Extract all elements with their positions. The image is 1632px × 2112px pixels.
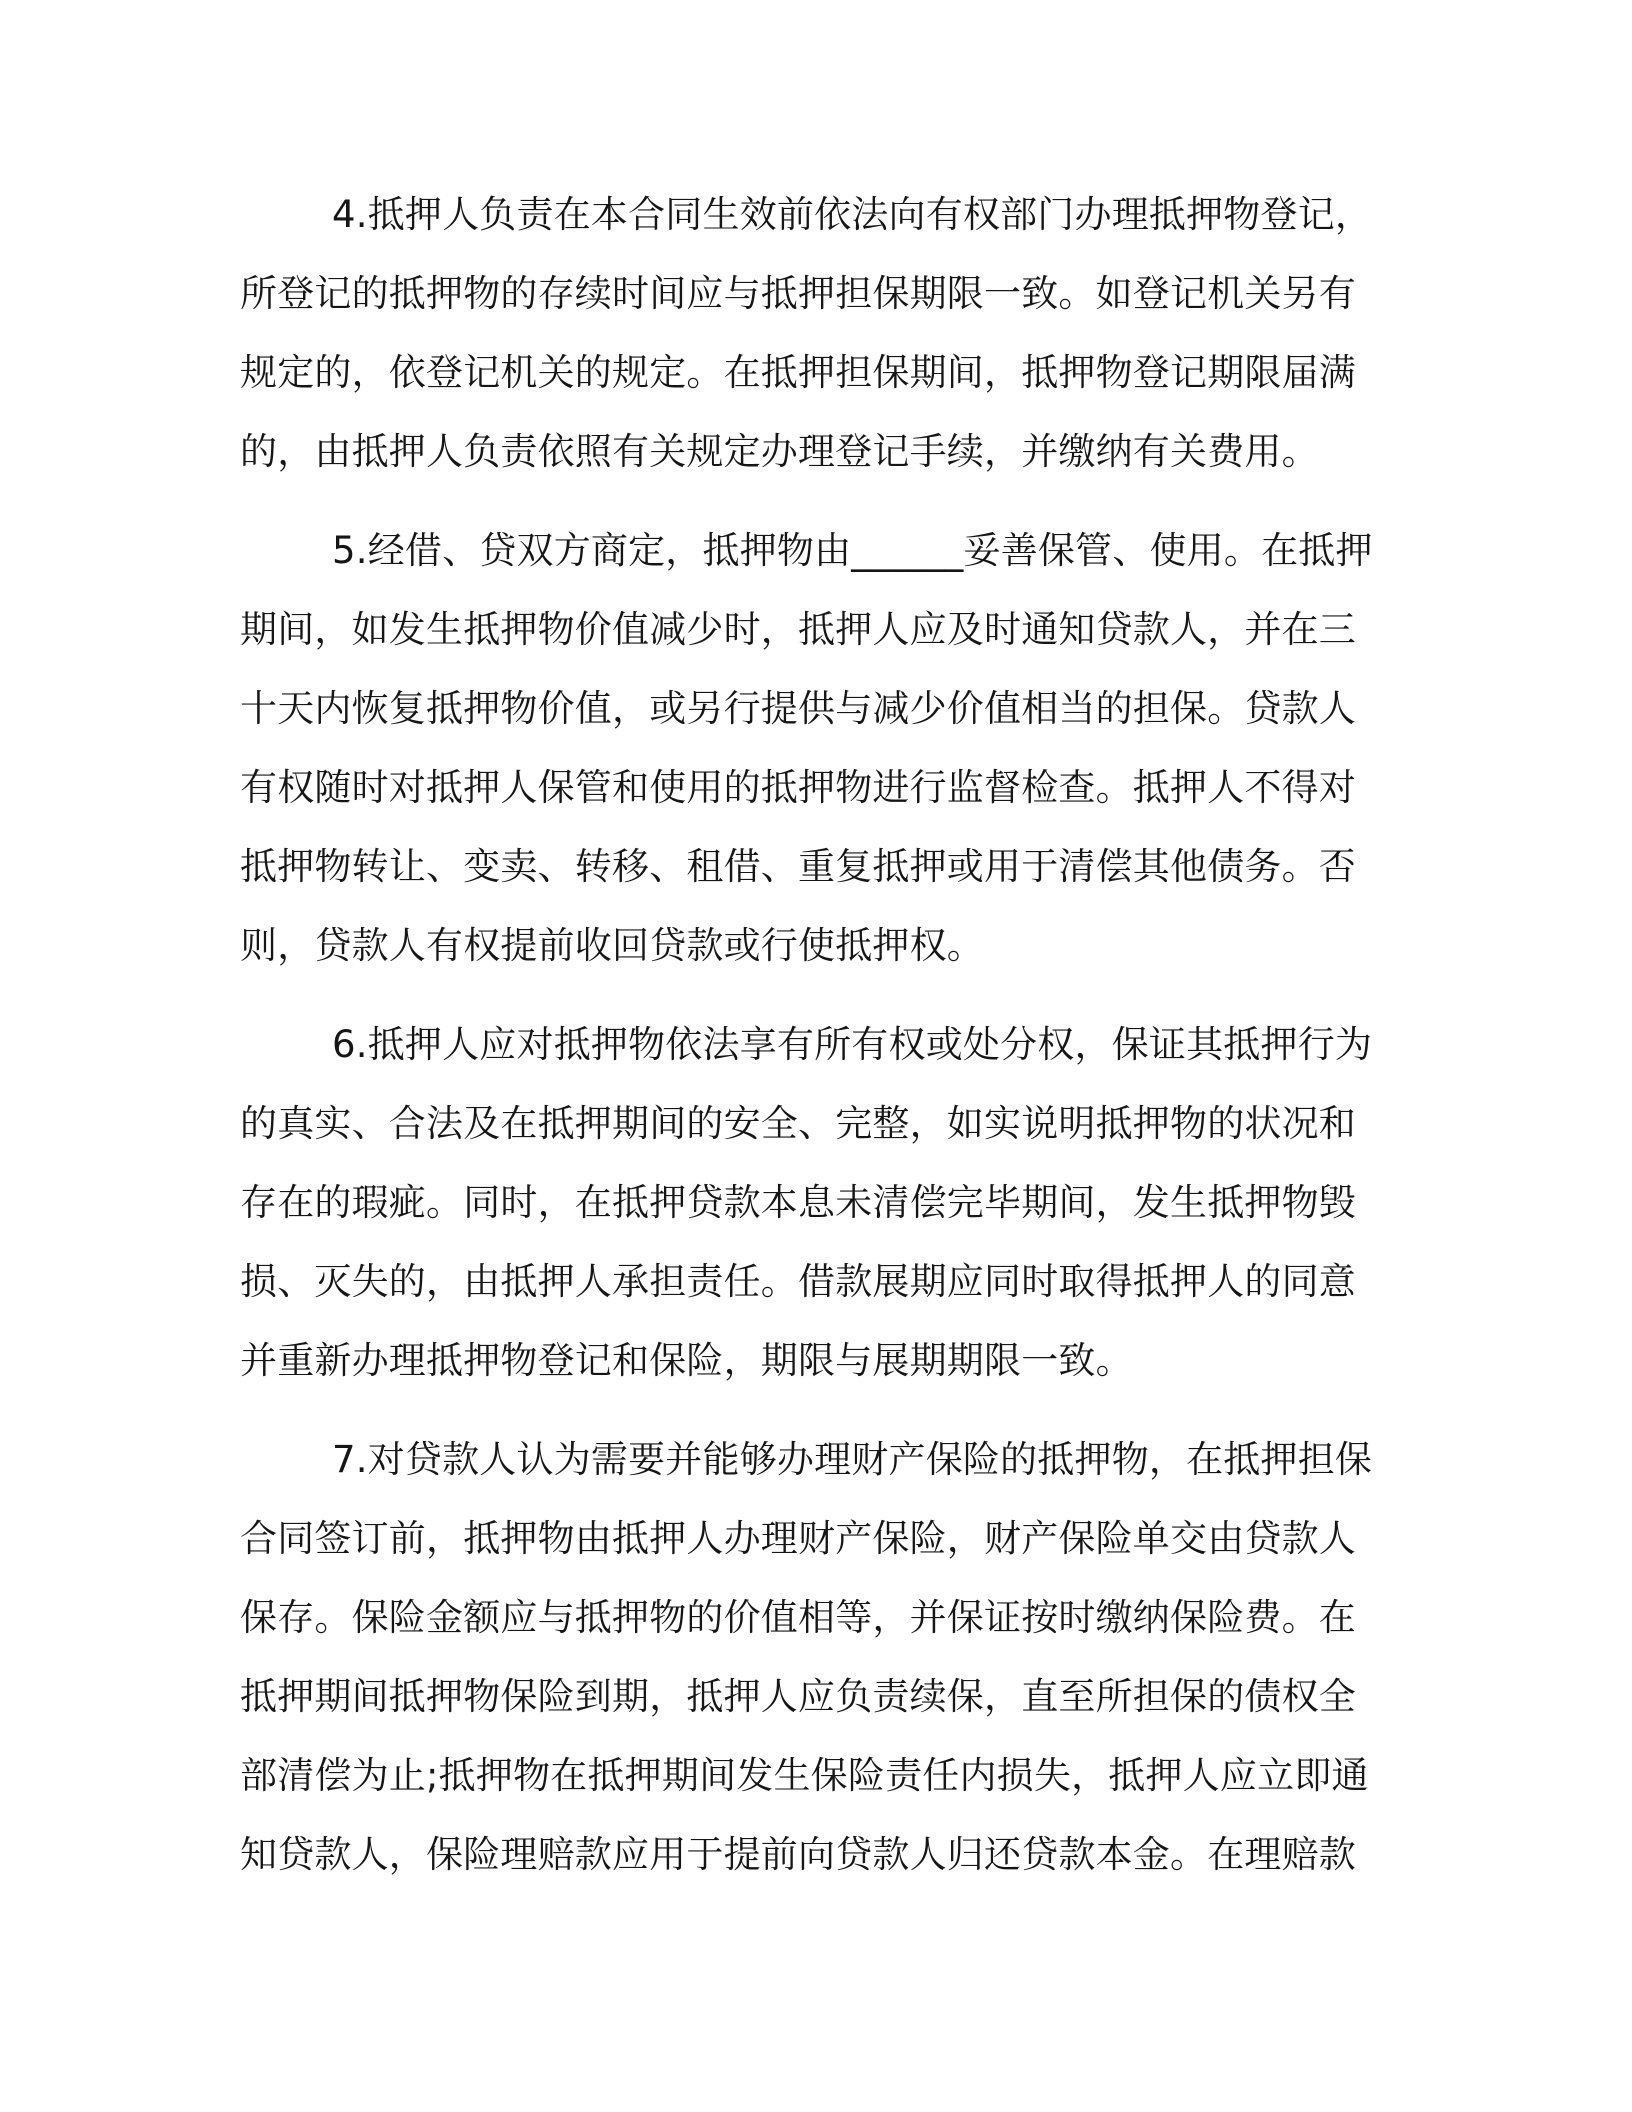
paragraph-7-line-3: 保存。保险金额应与抵押物的价值相等，并保证按时缴纳保险费。在 bbox=[240, 1596, 1356, 1639]
paragraph-4-line-1: 4.抵押人负责在本合同生效前依法向有权部门办理抵押物登记， bbox=[332, 193, 1373, 236]
paragraph-4-line-3: 规定的，依登记机关的规定。在抵押担保期间，抵押物登记期限届满 bbox=[240, 351, 1356, 394]
paragraph-7-line-5: 部清偿为止;抵押物在抵押期间发生保险责任内损失，抵押人应立即通 bbox=[240, 1754, 1369, 1797]
paragraph-7-line-1: 7.对贷款人认为需要并能够办理财产保险的抵押物，在抵押担保 bbox=[332, 1438, 1373, 1481]
paragraph-5-line-4: 有权随时对抵押人保管和使用的抵押物进行监督检查。抵押人不得对 bbox=[240, 766, 1356, 809]
paragraph-7-line-4: 抵押期间抵押物保险到期，抵押人应负责续保，直至所担保的债权全 bbox=[240, 1675, 1356, 1718]
paragraph-6-line-3: 存在的瑕疵。同时，在抵押贷款本息未清偿完毕期间，发生抵押物毁 bbox=[240, 1181, 1356, 1224]
paragraph-7-line-2: 合同签订前，抵押物由抵押人办理财产保险，财产保险单交由贷款人 bbox=[240, 1517, 1356, 1560]
paragraph-5-line-3: 十天内恢复抵押物价值，或另行提供与减少价值相当的担保。贷款人 bbox=[240, 687, 1356, 730]
paragraph-7-line-6: 知贷款人，保险理赔款应用于提前向贷款人归还贷款本金。在理赔款 bbox=[240, 1833, 1356, 1876]
paragraph-5-line-5: 抵押物转让、变卖、转移、租借、重复抵押或用于清偿其他债务。否 bbox=[240, 845, 1356, 888]
paragraph-4-line-2: 所登记的抵押物的存续时间应与抵押担保期限一致。如登记机关另有 bbox=[240, 272, 1356, 315]
paragraph-5-line-2: 期间，如发生抵押物价值减少时，抵押人应及时通知贷款人，并在三 bbox=[240, 608, 1356, 651]
paragraph-4-line-4: 的，由抵押人负责依照有关规定办理登记手续，并缴纳有关费用。 bbox=[240, 430, 1319, 473]
paragraph-5-line-1: 5.经借、贷双方商定，抵押物由______妥善保管、使用。在抵押 bbox=[332, 529, 1373, 572]
paragraph-6-line-1: 6.抵押人应对抵押物依法享有所有权或处分权，保证其抵押行为 bbox=[332, 1023, 1373, 1066]
paragraph-6-line-2: 的真实、合法及在抵押期间的安全、完整，如实说明抵押物的状况和 bbox=[240, 1102, 1356, 1145]
paragraph-6-line-4: 损、灭失的，由抵押人承担责任。借款展期应同时取得抵押人的同意 bbox=[240, 1260, 1356, 1303]
paragraph-5-line-6: 则，贷款人有权提前收回贷款或行使抵押权。 bbox=[240, 924, 984, 967]
paragraph-6-line-5: 并重新办理抵押物登记和保险，期限与展期期限一致。 bbox=[240, 1339, 1133, 1382]
